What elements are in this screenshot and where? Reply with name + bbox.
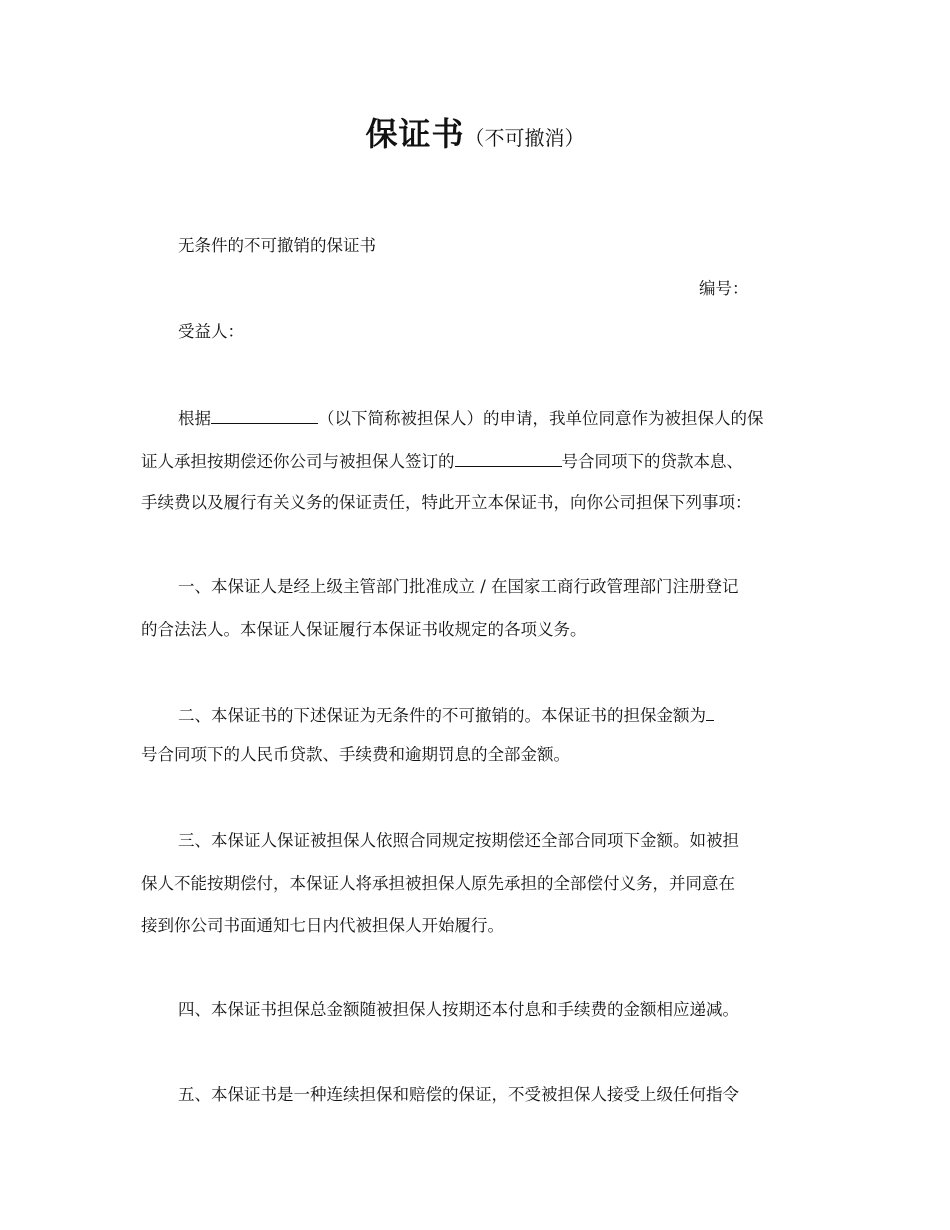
intro-line-1-a: 根据 [178,409,211,428]
clause-2-line-1-text: 二、本保证书的下述保证为无条件的不可撤销的。本保证书的担保金额为 [178,706,706,725]
doc-type-line: 无条件的不可撤销的保证书 [178,236,376,255]
clause-4-line-1: 四、本保证书担保总金额随被担保人按期还本付息和手续费的金额相应递减。 [178,1000,739,1019]
intro-line-2-b: 号合同项下的贷款本息、 [561,452,743,471]
intro-line-1-b: （以下简称被担保人）的申请，我单位同意作为被担保人的保 [318,409,764,428]
clause-1-line-2: 的合法法人。本保证人保证履行本保证书收规定的各项义务。 [141,620,587,639]
clause-5-line-1: 五、本保证书是一种连续担保和赔偿的保证，不受被担保人接受上级任何指令 [178,1085,739,1104]
clause-1-line-1: 一、本保证人是经上级主管部门批准成立 / 在国家工商行政管理部门注册登记 [178,577,739,596]
clause-2-line-2: 号合同项下的人民币贷款、手续费和逾期罚息的全部金额。 [141,745,570,764]
intro-line-2-a: 证人承担按期偿还你公司与被担保人签订的 [141,452,455,471]
clause-2-line-1 [178,702,714,728]
contract-number-blank [455,448,562,467]
intro-line-2 [141,448,743,474]
intro-line-1 [178,405,764,431]
applicant-blank [211,405,318,424]
document-title [0,112,950,162]
title-subtitle: （不可撤消） [464,126,585,150]
number-label: 编号： [699,279,749,298]
intro-line-3: 手续费以及履行有关义务的保证责任，特此开立本保证书，向你公司担保下列事项： [141,493,752,512]
title-main: 保证书 [365,115,465,153]
clause-3-line-1: 三、本保证人保证被担保人依照合同规定按期偿还全部合同项下金额。如被担 [178,831,739,850]
beneficiary-label: 受益人： [178,322,244,341]
amount-blank [706,702,714,721]
clause-3-line-2: 保人不能按期偿付，本保证人将承担被担保人原先承担的全部偿付义务，并同意在 [141,874,735,893]
clause-3-line-3: 接到你公司书面通知七日内代被担保人开始履行。 [141,916,504,935]
